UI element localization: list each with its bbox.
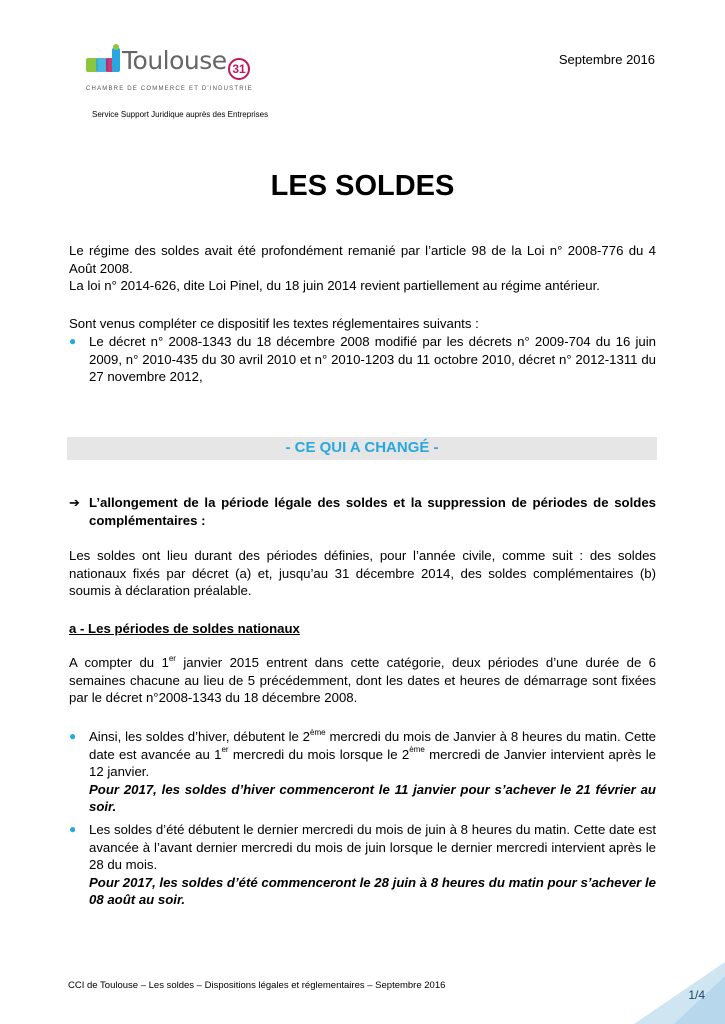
cci-logo	[84, 44, 254, 102]
superscript: er	[221, 745, 229, 755]
header-date: Septembre 2016	[558, 52, 655, 67]
national-periods-paragraph	[69, 654, 656, 707]
list-item	[69, 333, 656, 386]
page-number: 1/4	[688, 988, 705, 1002]
arrow-heading	[69, 494, 656, 529]
arrow-right-icon: ➔	[69, 495, 80, 510]
periods-paragraph: Les soldes ont lieu durant des périodes définies, pour l’année civile, comme suit : des soldes nationaux fixés par décret (a) et, jusqu’au 31 décembre 2014, des soldes complémentaires (b) soumis à déclaration préalable.	[69, 548, 656, 598]
footer-text: CCI de Toulouse – Les soldes – Dispositions légales et réglementaires – Septembre 2016	[68, 980, 446, 991]
text-part: A compter du 1	[69, 655, 169, 670]
intro-paragraph	[69, 242, 656, 295]
section-banner	[67, 437, 657, 460]
arrow-heading-text: L’allongement de la période légale des soldes et la suppression de périodes de soldes complémentaires :	[89, 495, 656, 528]
summer-sales-text	[89, 821, 656, 909]
service-name: Service Support Juridique auprès des Entreprises	[92, 110, 269, 119]
superscript: ème	[409, 745, 425, 755]
page-corner-icon	[634, 962, 725, 1024]
intro-text-1: Le régime des soldes avait été profondément remanié par l’article 98 de la Loi n° 2008-776 du 4 Août 2008.	[69, 243, 656, 276]
text-part: janvier 2015 entrent dans cette catégorie, deux périodes d’une durée de 6 semaines chacune au lieu de 5 précédemment, dont les dates et heures de démarrage sont fixées par le décret n°2008-1343 du 18 décembre 2008.	[69, 655, 656, 705]
list-item	[69, 821, 656, 909]
bullet-icon: ●	[69, 334, 77, 348]
text-part: Les soldes d’été débutent le dernier mercredi du mois de juin à 8 heures du matin. Cette date est avancée à l’avant dernier mercredi du mois de juin lorsque le dernier mercredi intervient après le 28 du mois.	[89, 822, 656, 872]
text-part: mercredi du mois de Janvier à 8 heures du matin. Cette date est avancée au 1	[89, 729, 656, 762]
text-part: mercredi du mois lorsque le 2	[228, 746, 410, 762]
bullet-icon: ●	[69, 822, 77, 836]
logo-subtitle: CHAMBRE DE COMMERCE ET D'INDUSTRIE	[86, 86, 253, 92]
section-title: - CE QUI A CHANGÉ -	[285, 439, 439, 456]
text-part: Ainsi, les soldes d’hiver, débutent le 2	[89, 729, 311, 744]
summer-2017-dates: Pour 2017, les soldes d’été commenceront le 28 juin à 8 heures du matin pour s’achever le 08 août au soir.	[89, 874, 656, 907]
list-item	[69, 728, 656, 816]
logo-number-badge: 31	[228, 58, 250, 80]
winter-sales-text	[89, 728, 656, 816]
winter-2017-dates: Pour 2017, les soldes d’hiver commenceront le 11 janvier pour s’achever le 21 février au soir.	[89, 781, 656, 814]
page-title: LES SOLDES	[270, 170, 455, 202]
logo-text: Toulouse	[122, 46, 227, 75]
cci-logo-mark-icon	[84, 44, 126, 84]
intro-text-2: La loi n° 2014-626, dite Loi Pinel, du 18 juin 2014 revient partiellement au régime antérieur.	[69, 278, 600, 293]
decree-list-text: Le décret n° 2008-1343 du 18 décembre 2008 modifié par les décrets n° 2009-704 du 16 juin 2009, n° 2010-435 du 30 avril 2010 et n° 2010-1203 du 11 octobre 2010, décret n° 2012-1311 du 27 novembre 2012,	[89, 334, 656, 384]
decrees-intro: Sont venus compléter ce dispositif les textes réglementaires suivants :	[69, 316, 479, 331]
text-part: mercredi de Janvier intervient après le 12 janvier.	[89, 746, 656, 779]
superscript: er	[168, 653, 176, 663]
superscript: ème	[310, 727, 326, 737]
bullet-icon: ●	[69, 729, 77, 743]
subheading: a - Les périodes de soldes nationaux	[69, 621, 300, 636]
